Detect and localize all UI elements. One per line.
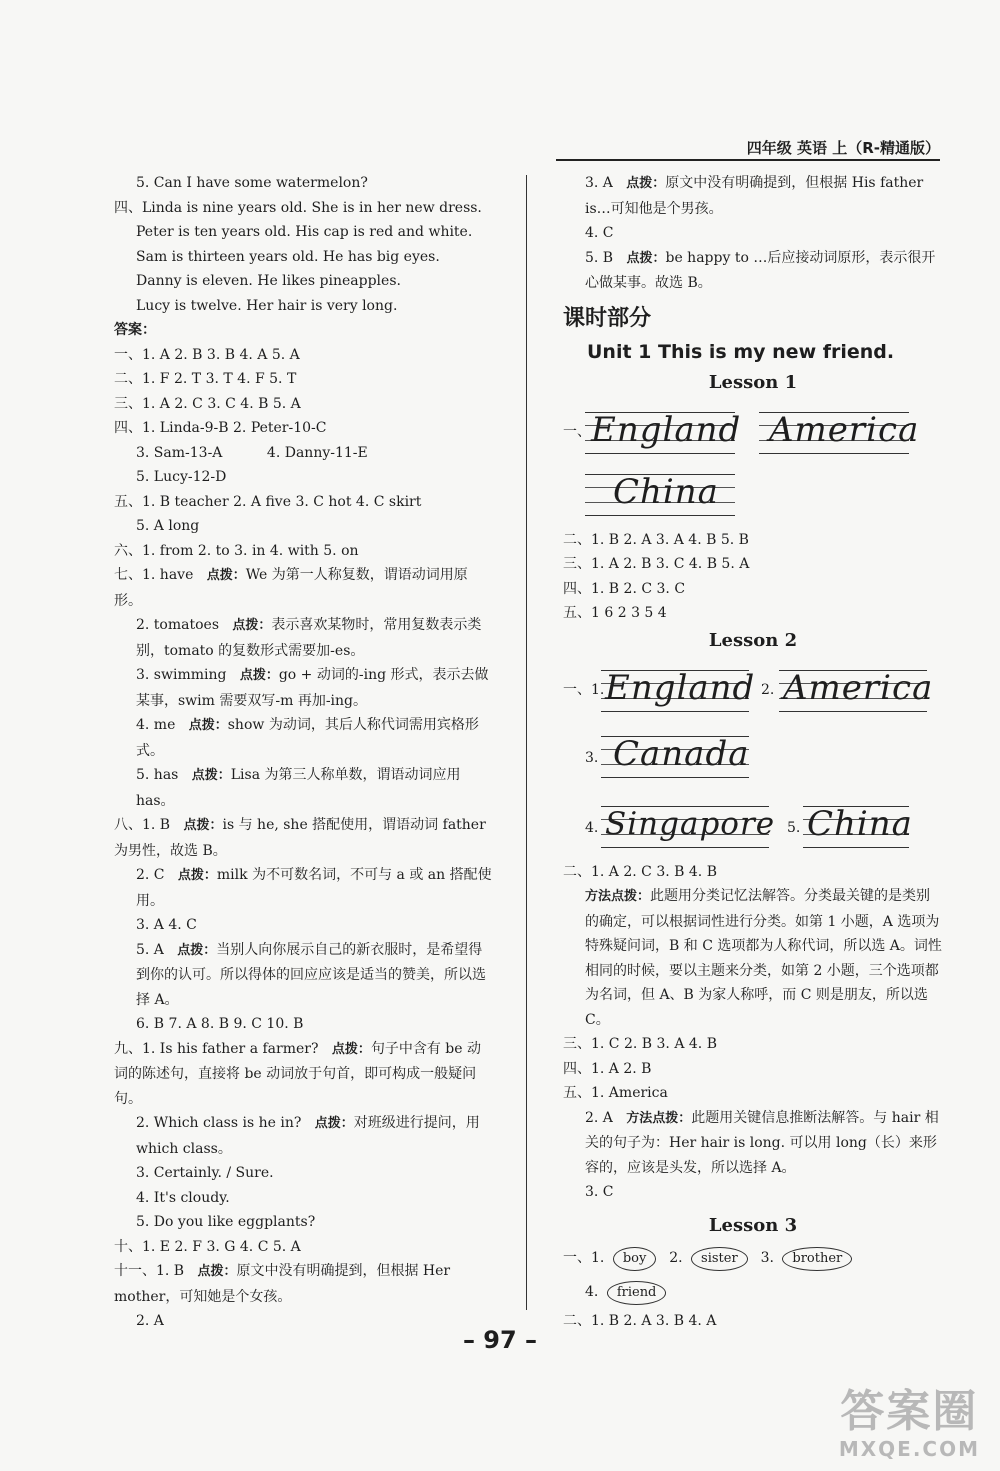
method-note xyxy=(563,884,943,1032)
answer-line: Sam is thirteen years old. He has big eyes. xyxy=(136,248,440,265)
tip-label: 点拨： xyxy=(626,250,666,266)
handwriting-row xyxy=(563,656,943,722)
method-text: 此题用关键信息推断法解答。与 hair 相关的句子为：Her hair is long. 可以用 long（长）来形容的，应该是头发，所以选择 A。 xyxy=(585,1109,939,1176)
answer-item xyxy=(114,613,494,663)
handwriting-row xyxy=(563,460,943,528)
answer-line: 四、1. A 2. B xyxy=(563,1060,652,1077)
question-prefix: 5. xyxy=(787,819,801,836)
answer-line xyxy=(114,441,494,466)
method-text: 此题用分类记忆法解答。分类最关键的是类别的确定，可以根据词性进行分类。如第 1 小题，A 选项为特殊疑问词，B 和 C 选项都为人称代词，所以选 A。词性相同的时候，要以主题来分类，如第 2 小题，三个选项都为名词，但 A、B 为家人称呼，而 C 则是朋友，所以选 C。 xyxy=(585,888,942,1028)
circled-word: sister xyxy=(691,1247,748,1271)
answer-line: 6. B 7. A 8. B 9. C 10. B xyxy=(136,1016,304,1032)
answer-line: 2. A xyxy=(136,1313,164,1329)
tip-text: 当别人向你展示自己的新衣服时，是希望得到你的认可。所以得体的回应应该是适当的赞美，所以选择 A。 xyxy=(136,941,486,1008)
answer-number: 3. swimming xyxy=(136,667,227,683)
lesson-title: Lesson 1 xyxy=(708,371,798,393)
tip-text: We 为第一人称复数，谓语动词用原形。 xyxy=(114,567,468,609)
answer-line: 4. It's cloudy. xyxy=(136,1189,230,1206)
answer-line: 二、1. F 2. T 3. T 4. F 5. T xyxy=(114,371,297,387)
answer-line: 4. C xyxy=(585,225,614,241)
answer-item xyxy=(114,1037,494,1112)
answer-line: 5. Do you like eggplants? xyxy=(136,1214,316,1230)
handwritten-word: Canada xyxy=(613,733,750,774)
tip-text: be happy to …后应接动词原形，表示很开心做某事。故选 B。 xyxy=(585,249,936,291)
tip-label: 点拨： xyxy=(191,768,231,783)
tip-text: is 与 he, she 搭配使用，谓语动词 father 为男性，故选 B。 xyxy=(114,817,486,859)
answers-heading: 答案： xyxy=(114,322,156,338)
tip-text: milk 为不可数名词，不可与 a 或 an 搭配使用。 xyxy=(136,867,492,909)
handwritten-word: Singapore xyxy=(605,805,776,842)
answer-line: 二、1. A 2. C 3. B 4. B xyxy=(563,863,717,880)
tip-text: 原文中没有明确提到，但根据 His father is…可知他是个男孩。 xyxy=(585,175,924,217)
answer-number: 九、1. Is his father a farmer? xyxy=(114,1040,319,1057)
left-column xyxy=(114,171,494,1334)
question-prefix: 一、 xyxy=(563,423,591,440)
tip-label: 点拨： xyxy=(177,868,217,883)
method-label: 方法点拨： xyxy=(626,1110,692,1126)
answer-item xyxy=(114,938,494,1013)
answer-line: 3. C xyxy=(585,1184,614,1200)
circled-word: friend xyxy=(607,1281,667,1305)
header-rule xyxy=(556,159,940,161)
tip-label: 点拨： xyxy=(331,1041,371,1057)
answer-number: 5. A xyxy=(136,941,164,958)
handwritten-word: China xyxy=(807,803,913,844)
question-prefix: 一、1. xyxy=(563,681,605,698)
answer-number: 十一、1. B xyxy=(114,1263,185,1279)
answer-number: 3. A xyxy=(585,175,613,191)
tip-text: go + 动词的-ing 形式，表示去做某事，swim 需要双写-m 再加-ing。 xyxy=(136,667,489,709)
tip-label: 点拨： xyxy=(177,942,217,958)
handwriting-row xyxy=(563,792,943,860)
answer-line: 五、1. B teacher 2. A five 3. C hot 4. C skirt xyxy=(114,493,422,510)
question-prefix: 2. xyxy=(669,1249,683,1266)
answer-number: 2. A xyxy=(585,1109,613,1126)
tip-text: Lisa 为第三人称单数，谓语动词应用 has。 xyxy=(136,767,461,809)
handwritten-word: China xyxy=(613,471,719,512)
tip-text: 原文中没有明确提到，但根据 Her mother，可知她是个女孩。 xyxy=(114,1263,451,1305)
question-prefix: 2. xyxy=(761,681,775,698)
answer-number: 2. tomatoes xyxy=(136,617,220,633)
answer-part: 4. Danny-11-E xyxy=(266,444,368,461)
answer-number: 2. C xyxy=(136,867,165,883)
answer-line: 5. Can I have some watermelon? xyxy=(136,175,368,191)
handwritten-word: England xyxy=(605,667,756,708)
question-prefix: 3. xyxy=(760,1249,774,1266)
watermark-logo: 答案圈 xyxy=(840,1386,979,1437)
answer-item xyxy=(114,1111,494,1161)
answer-line: 十、1. E 2. F 3. G 4. C 5. A xyxy=(114,1238,301,1255)
answer-item xyxy=(114,663,494,713)
tip-label: 点拨： xyxy=(626,176,666,191)
answer-line: 3. A 4. C xyxy=(136,917,197,933)
answer-line: 3. Certainly. / Sure. xyxy=(136,1165,274,1181)
section-title: 课时部分 xyxy=(563,305,652,331)
answer-number: 八、1. B xyxy=(114,817,171,833)
tip-text: 表示喜欢某物时，常用复数表示类别，tomato 的复数形式需要加-es。 xyxy=(136,617,482,659)
tip-text: 句子中含有 be 动词的陈述句，直接将 be 动词放于句首，即可构成一般疑问句。 xyxy=(114,1040,482,1107)
tip-label: 点拨： xyxy=(314,1116,354,1131)
answer-item xyxy=(563,246,943,296)
right-column xyxy=(563,171,943,1333)
circled-word: brother xyxy=(782,1247,852,1271)
tip-label: 点拨： xyxy=(183,818,223,833)
tip-label: 点拨： xyxy=(206,568,246,583)
tip-label: 点拨： xyxy=(239,668,279,683)
answer-item xyxy=(114,1259,494,1309)
tip-text: show 为动词，其后人称代词需用宾格形式。 xyxy=(136,717,479,759)
column-divider xyxy=(526,175,527,1310)
answer-item xyxy=(114,563,494,613)
answer-line: Peter is ten years old. His cap is red and white. xyxy=(136,224,473,240)
answer-item xyxy=(114,763,494,813)
answer-line: Danny is eleven. He likes pineapples. xyxy=(136,273,401,289)
answer-part: 3. Sam-13-A xyxy=(136,444,223,461)
watermark xyxy=(839,1387,980,1461)
answer-number: 5. has xyxy=(136,767,179,783)
answer-line: 二、1. B 2. A 3. A 4. B 5. B xyxy=(563,531,749,548)
tip-label: 点拨： xyxy=(197,1264,237,1279)
answer-line: 二、1. B 2. A 3. B 4. A xyxy=(563,1312,717,1329)
answer-line: 5. Lucy-12-D xyxy=(136,469,227,485)
question-prefix: 4. xyxy=(585,1283,599,1300)
circled-words-row xyxy=(563,1275,943,1309)
tip-label: 点拨： xyxy=(188,718,228,733)
answer-line: 四、1. B 2. C 3. C xyxy=(563,580,686,597)
question-prefix: 3. xyxy=(585,749,599,766)
method-label: 方法点拨： xyxy=(585,889,651,904)
answer-item xyxy=(563,171,943,221)
answer-line: 五、1. America xyxy=(563,1085,668,1101)
answer-item xyxy=(114,863,494,913)
answer-line: Lucy is twelve. Her hair is very long. xyxy=(136,297,398,314)
answer-line: 三、1. A 2. C 3. C 4. B 5. A xyxy=(114,395,301,412)
circled-words-row xyxy=(563,1241,943,1275)
unit-title: Unit 1 This is my new friend. xyxy=(587,340,895,363)
page-number: – 97 – xyxy=(462,1326,538,1354)
handwriting-row xyxy=(563,722,943,792)
circled-word: boy xyxy=(613,1247,657,1271)
answer-item xyxy=(563,1106,943,1181)
answer-number: 2. Which class is he in? xyxy=(136,1115,302,1131)
tip-text: 对班级进行提问，用 which class。 xyxy=(136,1115,480,1157)
answer-number: 七、1. have xyxy=(114,567,194,583)
question-prefix: 4. xyxy=(585,819,599,836)
answer-line: 一、1. A 2. B 3. B 4. A 5. A xyxy=(114,346,300,363)
answer-line: 四、1. Linda-9-B 2. Peter-10-C xyxy=(114,420,327,436)
answer-line: 三、1. C 2. B 3. A 4. B xyxy=(563,1036,717,1052)
answer-item xyxy=(114,813,494,863)
answer-number: 5. B xyxy=(585,249,614,266)
handwritten-word: America xyxy=(783,667,934,708)
tip-label: 点拨： xyxy=(232,618,272,633)
answer-line: 六、1. from 2. to 3. in 4. with 5. on xyxy=(114,542,359,559)
answer-line: 四、Linda is nine years old. She is in her new dress. xyxy=(114,199,482,216)
answer-line: 三、1. A 2. B 3. C 4. B 5. A xyxy=(563,556,750,572)
answer-line: 5. A long xyxy=(136,518,200,534)
book-header: 四年级 英语 上（R-精通版） xyxy=(746,139,940,157)
handwriting-row xyxy=(563,398,943,460)
answer-line: 五、1 6 2 3 5 4 xyxy=(563,605,667,621)
handwritten-word: England xyxy=(591,409,742,450)
answer-number: 4. me xyxy=(136,717,176,733)
question-prefix: 一、1. xyxy=(563,1249,605,1266)
lesson-title: Lesson 3 xyxy=(708,1214,798,1236)
handwritten-word: America xyxy=(769,409,920,450)
lesson-title: Lesson 2 xyxy=(708,629,798,651)
watermark-url: MXQE.COM xyxy=(838,1437,980,1461)
answer-item xyxy=(114,713,494,763)
